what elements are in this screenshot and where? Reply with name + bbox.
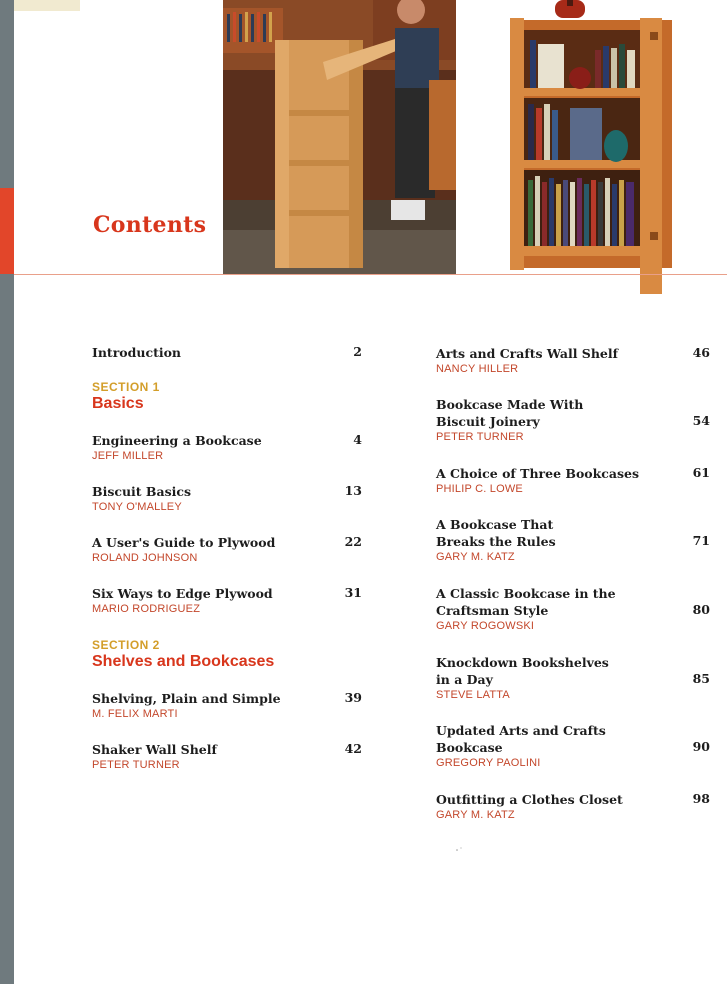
toc-entry-title: Arts and Crafts Wall Shelf — [436, 346, 618, 361]
page-spine-edge — [0, 0, 14, 984]
toc-entry-title: A Choice of Three Bookcases — [436, 466, 640, 481]
toc-entry-author: GARY ROGOWSKI — [436, 620, 535, 632]
toc-entry-page: 22 — [344, 534, 362, 549]
toc-entry[interactable] — [436, 722, 710, 770]
toc-entry[interactable] — [436, 585, 710, 633]
toc-entry-author: PETER TURNER — [436, 431, 524, 443]
toc-entry-title: A Bookcase That Breaks the Rules — [436, 517, 556, 549]
toc-entry-title: Shaker Wall Shelf — [92, 742, 217, 757]
toc-entry-author: GARY M. KATZ — [436, 809, 515, 821]
toc-entry-title: Outfitting a Clothes Closet — [436, 792, 623, 807]
section-label: SECTION 2 — [92, 638, 160, 652]
top-corner-tab — [14, 0, 80, 11]
toc-entry-title: Biscuit Basics — [92, 484, 192, 499]
toc-entry-author: PHILIP C. LOWE — [436, 483, 523, 495]
toc-entry-author: NANCY HILLER — [436, 363, 519, 375]
toc-entry-author: PETER TURNER — [92, 759, 180, 771]
workshop-photo — [223, 0, 456, 274]
toc-entry-page: 4 — [353, 432, 362, 447]
toc-entry-page: 98 — [692, 791, 710, 806]
section-heading — [92, 380, 362, 414]
toc-entry[interactable] — [436, 465, 710, 496]
toc-entry-author: JEFF MILLER — [92, 450, 164, 462]
toc-entry[interactable] — [436, 345, 710, 376]
toc-entry-title: A User's Guide to Plywood — [92, 535, 276, 550]
toc-entry-title: Updated Arts and Crafts Bookcase — [436, 723, 606, 755]
toc-entry[interactable] — [92, 344, 362, 361]
toc-entry-author: GREGORY PAOLINI — [436, 757, 541, 769]
toc-entry-page: 13 — [344, 483, 362, 498]
spine-red-tab — [0, 188, 14, 274]
toc-entry[interactable] — [92, 585, 362, 616]
toc-entry-page: 2 — [353, 344, 362, 359]
toc-entry[interactable] — [436, 516, 710, 564]
toc-entry[interactable] — [92, 483, 362, 514]
toc-entry-title: Six Ways to Edge Plywood — [92, 586, 273, 601]
paper-speck — [455, 846, 463, 852]
toc-entry-title: Bookcase Made With Biscuit Joinery — [436, 397, 584, 429]
toc-entry-page: 54 — [692, 413, 710, 428]
section-heading — [92, 638, 362, 672]
toc-entry-title: Knockdown Bookshelves in a Day — [436, 655, 609, 687]
toc-entry[interactable] — [436, 654, 710, 702]
toc-entry[interactable] — [92, 534, 362, 565]
toc-entry-page: 46 — [692, 345, 710, 360]
toc-entry-page: 42 — [344, 741, 362, 756]
toc-entry-author: TONY O'MALLEY — [92, 501, 182, 513]
toc-entry-title: Introduction — [92, 345, 182, 360]
toc-entry-title: A Classic Bookcase in the Craftsman Style — [436, 586, 616, 618]
section-title: Basics — [92, 395, 144, 412]
header-rule — [14, 274, 727, 275]
page-title: Contents — [93, 212, 207, 238]
toc-entry-title: Shelving, Plain and Simple — [92, 691, 281, 706]
toc-entry-author: MARIO RODRIGUEZ — [92, 603, 201, 615]
bookcase-photo — [500, 0, 700, 295]
toc-entry[interactable] — [92, 741, 362, 772]
section-title: Shelves and Bookcases — [92, 653, 275, 670]
toc-entry[interactable] — [92, 432, 362, 463]
toc-entry-author: GARY M. KATZ — [436, 551, 515, 563]
toc-entry-page: 31 — [344, 585, 362, 600]
toc-entry-title: Engineering a Bookcase — [92, 433, 262, 448]
section-label: SECTION 1 — [92, 380, 160, 394]
toc-entry[interactable] — [436, 791, 710, 822]
toc-entry-page: 90 — [692, 739, 710, 754]
toc-entry-page: 80 — [692, 602, 710, 617]
toc-entry-author: STEVE LATTA — [436, 689, 510, 701]
toc-entry-page: 71 — [692, 533, 710, 548]
toc-entry-page: 85 — [692, 671, 710, 686]
toc-entry[interactable] — [436, 396, 710, 444]
toc-entry-author: ROLAND JOHNSON — [92, 552, 198, 564]
toc-entry-page: 39 — [344, 690, 362, 705]
toc-entry[interactable] — [92, 690, 362, 721]
toc-entry-author: M. FELIX MARTI — [92, 708, 178, 720]
toc-entry-page: 61 — [692, 465, 710, 480]
